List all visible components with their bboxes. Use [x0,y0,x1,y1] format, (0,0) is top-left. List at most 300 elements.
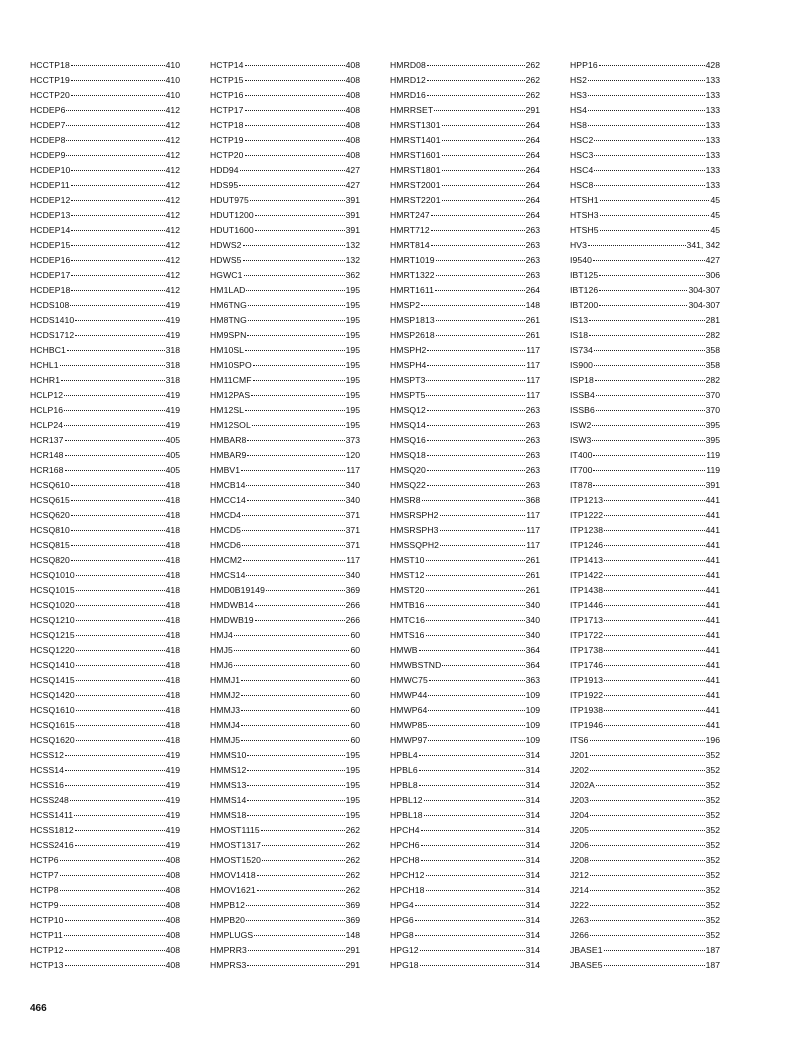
index-entry [390,268,540,283]
index-entry [210,883,360,898]
index-entry-code: HV3 [570,240,588,250]
index-entry-page: 371 [345,510,360,520]
index-entry-page: 117 [526,510,540,520]
dot-leader [262,860,345,861]
index-entry [390,673,540,688]
index-entry-code: HTSH5 [570,225,599,235]
index-entry-page: 264 [525,135,540,145]
index-entry-page: 405 [165,465,180,475]
index-entry-page: 148 [525,300,540,310]
index-entry [210,598,360,613]
index-entry [390,238,540,253]
index-entry-page: 441 [705,570,720,580]
index-entry [570,733,720,748]
index-entry [570,853,720,868]
index-entry [570,343,720,358]
index-entry-code: ISSB4 [570,390,595,400]
index-entry [30,568,180,583]
dot-leader [588,80,705,81]
index-entry-page: 314 [525,840,540,850]
index-entry-page: 195 [345,750,360,760]
index-entry-page: 408 [345,120,360,130]
index-entry [30,658,180,673]
index-entry-page: 371 [345,540,360,550]
index-entry-page: 352 [705,930,720,940]
index-entry [570,103,720,118]
index-entry-page: 291 [345,945,360,955]
dot-leader [593,455,705,456]
index-entry [390,628,540,643]
index-entry [390,388,540,403]
dot-leader [242,530,345,531]
index-entry [30,598,180,613]
index-entry-code: HMST12 [390,570,425,580]
index-entry-page: 133 [705,90,720,100]
index-entry [390,88,540,103]
index-entry-page: 291 [525,105,540,115]
dot-leader [244,275,345,276]
index-entry-page: 266 [345,600,360,610]
index-entry [390,913,540,928]
dot-leader [245,95,345,96]
dot-leader [245,140,345,141]
index-entry-page: 60 [350,675,360,685]
index-entry-code: HCDEP10 [30,165,71,175]
index-entry-code: HMDWB19 [210,615,254,625]
dot-leader [60,905,165,906]
index-entry [30,928,180,943]
index-entry-code: ITP1222 [570,510,604,520]
index-entry-page: 373 [345,435,360,445]
index-entry [390,553,540,568]
index-entry-code: ITP1722 [570,630,604,640]
index-entry [210,313,360,328]
index-entry-code: HCTP15 [210,75,244,85]
index-entry-code: HCCTP19 [30,75,70,85]
index-entry [390,118,540,133]
dot-leader [600,230,710,231]
index-entry-page: 109 [525,705,540,715]
dot-leader [604,605,704,606]
index-entry-code: HCDEP14 [30,225,71,235]
dot-leader [588,245,686,246]
dot-leader [234,635,350,636]
dot-leader [76,620,165,621]
index-entry-code: HCDEP17 [30,270,71,280]
index-entry [570,748,720,763]
index-entry-page: 263 [525,270,540,280]
index-entry [570,253,720,268]
index-entry-page: 419 [165,750,180,760]
index-entry-page: 369 [345,900,360,910]
index-entry-page: 195 [345,780,360,790]
dot-leader [604,635,704,636]
index-entry [390,208,540,223]
index-entry-page: 340 [525,615,540,625]
index-entry-code: HMWP85 [390,720,428,730]
index-entry-page: 418 [165,675,180,685]
dot-leader [245,350,345,351]
index-entry-code: HPP16 [570,60,598,70]
index-entry-page: 352 [705,900,720,910]
index-entry-page: 419 [165,780,180,790]
index-entry-page: 419 [165,330,180,340]
index-entry-page: 408 [345,150,360,160]
dot-leader [604,680,704,681]
index-entry [30,223,180,238]
index-entry-page: 195 [345,405,360,415]
dot-leader [243,560,345,561]
index-entry-code: HCDEP12 [30,195,71,205]
index-entry-code: HCDEP8 [30,135,66,145]
index-entry [570,883,720,898]
index-entry-code: JBASE1 [570,945,603,955]
index-entry-code: HPCH8 [390,855,420,865]
index-entry-page: 441 [705,690,720,700]
index-entry-code: HCSQ1615 [30,720,75,730]
index-entry-page: 264 [525,165,540,175]
index-entry-page: 418 [165,585,180,595]
index-entry-page: 264 [525,120,540,130]
index-entry-code: HGWC1 [210,270,243,280]
index-entry-page: 418 [165,525,180,535]
index-entry-page: 441 [705,510,720,520]
index-entry-code: HS3 [570,90,588,100]
index-entry [570,898,720,913]
index-entry [390,583,540,598]
index-entry-page: 133 [705,165,720,175]
index-entry-code: HCSQ1420 [30,690,75,700]
index-entry-page: 441 [705,600,720,610]
index-entry [570,643,720,658]
dot-leader [71,245,164,246]
index-entry-code: HSC2 [570,135,594,145]
index-entry-page: 441 [705,615,720,625]
index-entry-page: 109 [525,690,540,700]
dot-leader [241,740,349,741]
dot-leader [442,155,525,156]
index-entry-code: HS8 [570,120,588,130]
dot-leader [65,785,165,786]
index-entry [30,463,180,478]
index-entry [30,673,180,688]
index-entry [30,313,180,328]
dot-leader [415,935,525,936]
dot-leader [424,800,525,801]
index-entry [210,223,360,238]
index-entry [570,268,720,283]
index-entry-page: 132 [345,240,360,250]
index-entry-code: HCTP17 [210,105,244,115]
index-entry-code: HDWS5 [210,255,242,265]
index-entry [210,388,360,403]
index-entry [210,913,360,928]
index-entry-page: 412 [165,270,180,280]
index-entry [30,838,180,853]
index-entry-page: 418 [165,510,180,520]
index-entry-code: HCTP9 [30,900,59,910]
index-column-2 [210,58,360,973]
index-entry-code: ITP1413 [570,555,604,565]
index-entry-page: 263 [525,465,540,475]
dot-leader [66,140,164,141]
index-entry-page: 441 [705,675,720,685]
dot-leader [246,575,344,576]
index-entry-code: HCSQ615 [30,495,70,505]
index-entry-code: HCSQ1215 [30,630,75,640]
dot-leader [254,935,344,936]
dot-leader [442,125,525,126]
dot-leader [424,815,525,816]
index-entry-code: HCTP14 [210,60,244,70]
index-entry-code: JBASE5 [570,960,603,970]
index-entry-code: HPBL18 [390,810,423,820]
index-entry-code: HMBAR8 [210,435,247,445]
index-entry-code: J266 [570,930,590,940]
index-entry [570,928,720,943]
index-entry [570,388,720,403]
index-entry [30,508,180,523]
dot-leader [426,875,525,876]
index-entry-page: 314 [525,870,540,880]
index-entry [30,943,180,958]
index-entry-code: HMRT1019 [390,255,435,265]
index-entry-page: 263 [525,405,540,415]
dot-leader [65,440,165,441]
index-entry-page: 263 [525,480,540,490]
dot-leader [253,380,345,381]
index-entry-code: ITP1922 [570,690,604,700]
index-entry-page: 441 [705,585,720,595]
index-entry-code: HCSS1411 [30,810,74,820]
dot-leader [71,290,164,291]
index-entry-page: 132 [345,255,360,265]
dot-leader [427,95,525,96]
index-entry-page: 340 [345,570,360,580]
index-entry-code: HCHR1 [30,375,61,385]
index-entry [570,463,720,478]
index-entry-code: HS4 [570,105,588,115]
dot-leader [76,590,165,591]
index-entry-code: HPBL6 [390,765,418,775]
dot-leader [245,410,345,411]
dot-leader [71,185,165,186]
dot-leader [71,530,165,531]
index-entry [210,898,360,913]
dot-leader [600,215,710,216]
index-entry-page: 60 [350,645,360,655]
index-entry-code: IS18 [570,330,589,340]
index-entry-page: 195 [345,315,360,325]
index-entry-code: HMSPT3 [390,375,426,385]
index-entry [210,178,360,193]
index-entry [210,943,360,958]
dot-leader [65,950,165,951]
index-entry-page: 195 [345,360,360,370]
index-entry [210,688,360,703]
index-entry-page: 264 [525,285,540,295]
index-entry-page: 352 [705,915,720,925]
index-entry-page: 262 [525,60,540,70]
index-entry-code: I9540 [570,255,593,265]
index-entry-page: 133 [705,135,720,145]
index-entry [30,883,180,898]
index-entry-code: HMRST2201 [390,195,441,205]
index-entry [570,478,720,493]
dot-leader [421,830,525,831]
dot-leader [243,260,345,261]
index-entry-page: 412 [165,180,180,190]
index-entry-page: 262 [525,75,540,85]
index-entry-code: J263 [570,915,590,925]
index-entry [390,868,540,883]
index-entry-page: 441 [705,525,720,535]
index-entry [30,718,180,733]
index-entry-code: HCDEP13 [30,210,71,220]
dot-leader [427,65,525,66]
index-columns [30,58,724,968]
dot-leader [234,650,350,651]
index-entry-code: HCTP10 [30,915,64,925]
index-entry [210,568,360,583]
dot-leader [66,155,164,156]
index-entry-page: 264 [525,150,540,160]
index-entry-page: 391 [705,480,720,490]
index-entry [210,853,360,868]
dot-leader [245,65,345,66]
index-entry-code: HMCD4 [210,510,242,520]
dot-leader [594,155,704,156]
index-entry-code: HCDEP6 [30,105,66,115]
dot-leader [600,200,710,201]
index-entry-page: 60 [350,660,360,670]
index-entry [390,58,540,73]
index-entry [30,538,180,553]
index-entry-code: HPCH6 [390,840,420,850]
index-entry [30,643,180,658]
index-entry-page: 282 [705,330,720,340]
dot-leader [427,485,525,486]
index-entry-page: 117 [526,375,540,385]
index-entry-page: 133 [705,150,720,160]
index-entry [570,328,720,343]
index-entry [210,838,360,853]
index-entry-page: 148 [345,930,360,940]
index-entry-code: HMST20 [390,585,425,595]
index-entry [30,763,180,778]
index-entry [210,493,360,508]
index-entry-page: 262 [525,90,540,100]
index-entry [570,88,720,103]
index-entry-code: HDD94 [210,165,239,175]
index-entry-code: HMSPH4 [390,360,427,370]
index-entry-code: HSC8 [570,180,594,190]
index-entry [30,163,180,178]
index-entry-page: 263 [525,225,540,235]
dot-leader [239,185,344,186]
index-entry [570,703,720,718]
index-entry [30,343,180,358]
index-entry-code: HMMJ4 [210,720,241,730]
index-entry [390,703,540,718]
index-entry [210,463,360,478]
index-entry-page: 418 [165,600,180,610]
index-entry [390,103,540,118]
dot-leader [590,740,705,741]
index-entry [570,418,720,433]
dot-leader [60,875,165,876]
index-entry [30,208,180,223]
index-entry-code: IBT125 [570,270,599,280]
index-entry-code: HMRST2001 [390,180,441,190]
dot-leader [262,845,345,846]
index-entry-code: HM12PAS [210,390,251,400]
index-entry [390,688,540,703]
index-entry [210,928,360,943]
index-entry-page: 408 [345,105,360,115]
index-entry [390,718,540,733]
index-entry-page: 391 [345,195,360,205]
index-entry [570,583,720,598]
index-entry [390,778,540,793]
index-entry-code: HMMJ3 [210,705,241,715]
index-entry-page: 133 [705,180,720,190]
index-entry-code: HPCH18 [390,885,425,895]
index-entry [570,193,720,208]
index-entry [390,178,540,193]
dot-leader [71,515,165,516]
index-entry-page: 441 [705,630,720,640]
index-entry-code: ITP1246 [570,540,604,550]
page-number: 466 [30,1003,47,1014]
index-entry-page: 109 [525,735,540,745]
index-entry-page: 195 [345,420,360,430]
index-entry [30,118,180,133]
index-entry [570,553,720,568]
index-entry-page: 419 [165,840,180,850]
dot-leader [592,440,704,441]
index-entry-code: HM8TNG [210,315,247,325]
index-entry [390,73,540,88]
dot-leader [71,485,165,486]
index-entry-code: HMPRR3 [210,945,247,955]
index-entry-page: 419 [165,420,180,430]
index-entry-page: 264 [525,210,540,220]
dot-leader [65,770,165,771]
index-entry [390,793,540,808]
index-entry-page: 314 [525,960,540,970]
index-entry [570,658,720,673]
index-entry-code: HMOV1418 [210,870,256,880]
index-entry-code: HMOST1115 [210,825,260,835]
index-entry-code: HMRRSET [390,105,434,115]
index-entry [210,523,360,538]
index-entry-page: 196 [705,735,720,745]
index-entry-code: HMMS10 [210,750,247,760]
index-entry-code: HCTP7 [30,870,59,880]
index-entry-code: HCSQ1010 [30,570,75,580]
index-entry-code: HCDEP11 [30,180,70,190]
dot-leader [65,755,165,756]
dot-leader [245,125,345,126]
dot-leader [604,590,704,591]
index-entry-page: 408 [165,960,180,970]
dot-leader [594,350,705,351]
index-entry-page: 264 [525,180,540,190]
dot-leader [247,965,344,966]
dot-leader [426,560,525,561]
index-entry-code: HMBV1 [210,465,241,475]
